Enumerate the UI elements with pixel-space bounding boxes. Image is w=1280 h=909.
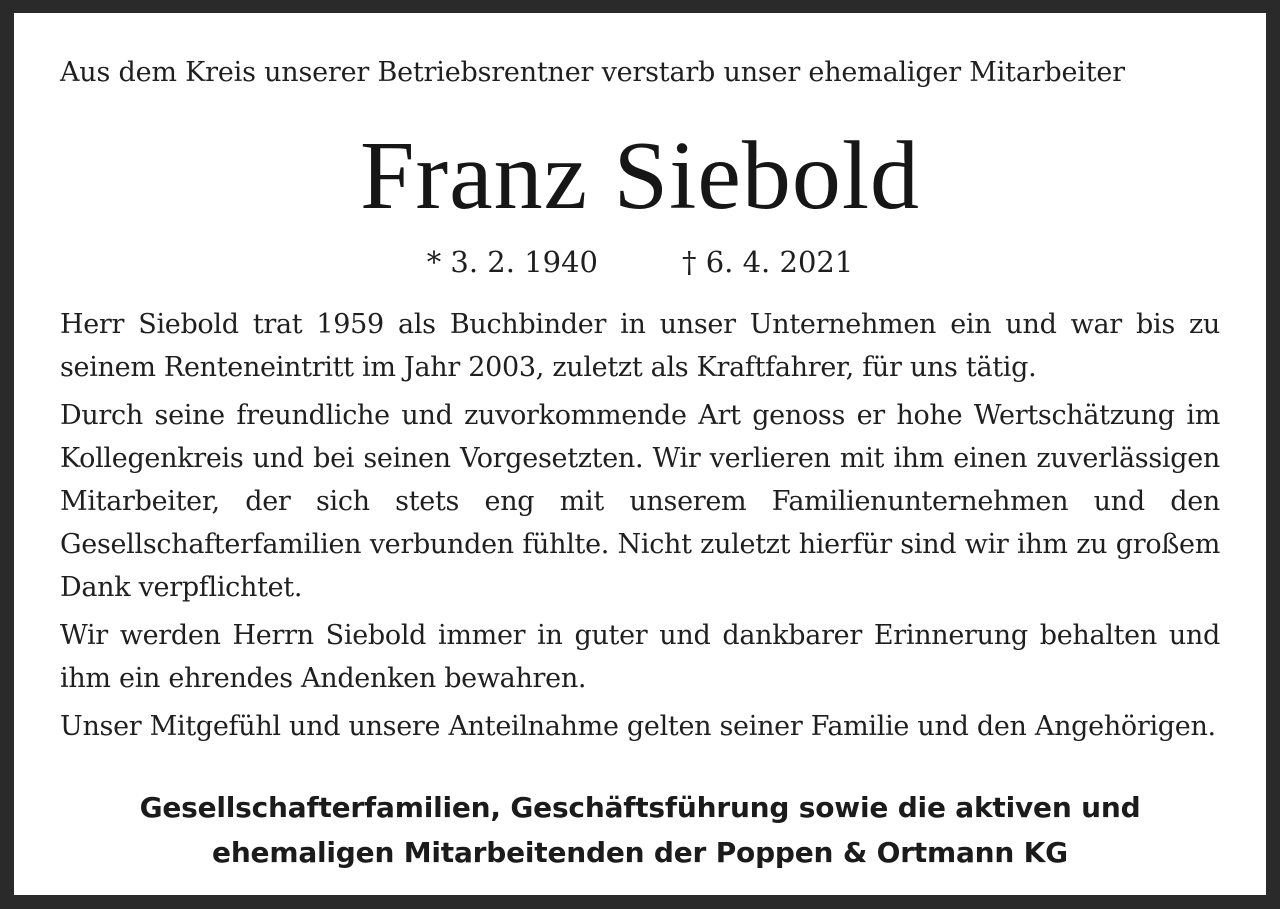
- paragraph-appreciation: Durch seine freundliche und zuvorkommende Art genoss er hohe Wertschätzung im Kollegenkreis und bei seinen Vorgesetzten. Wir verlieren mit ihm einen zuverlässigen Mitarbeiter, der sich stets eng mit unserem Familienunternehmen und den Gesellschafterfamilien verbunden fühlte. Nicht zuletzt hierfür sind wir ihm zu großem Dank verpflichtet.: [60, 400, 1220, 603]
- deceased-name: Franz Siebold: [359, 122, 921, 230]
- signature-line-1: Gesellschafterfamilien, Geschäftsführung sowie die aktiven und: [139, 791, 1141, 824]
- notice-body: [60, 303, 1220, 753]
- paragraph-condolences: Unser Mitgefühl und unsere Anteilnahme gelten seiner Familie und den Angehörigen.: [60, 711, 1216, 742]
- signature-block: [14, 785, 1266, 875]
- paragraph-career: Herr Siebold trat 1959 als Buchbinder in unser Unternehmen ein und war bis zu seinem Renteneintritt im Jahr 2003, zuletzt als Kraftfahrer, für uns tätig.: [60, 309, 1220, 383]
- paragraph-remembrance: Wir werden Herrn Siebold immer in guter und dankbarer Erinnerung behalten und ihm ein ehrendes Andenken bewahren.: [60, 620, 1220, 694]
- birth-date: * 3. 2. 1940: [426, 245, 598, 279]
- notice-paper: [14, 13, 1266, 895]
- life-dates: [14, 243, 1266, 281]
- signature-line-2: ehemaligen Mitarbeitenden der Poppen & Ortmann KG: [212, 836, 1068, 869]
- death-date: † 6. 4. 2021: [682, 245, 854, 279]
- intro-line: Aus dem Kreis unserer Betriebsrentner verstarb unser ehemaliger Mitarbeiter: [60, 57, 1125, 88]
